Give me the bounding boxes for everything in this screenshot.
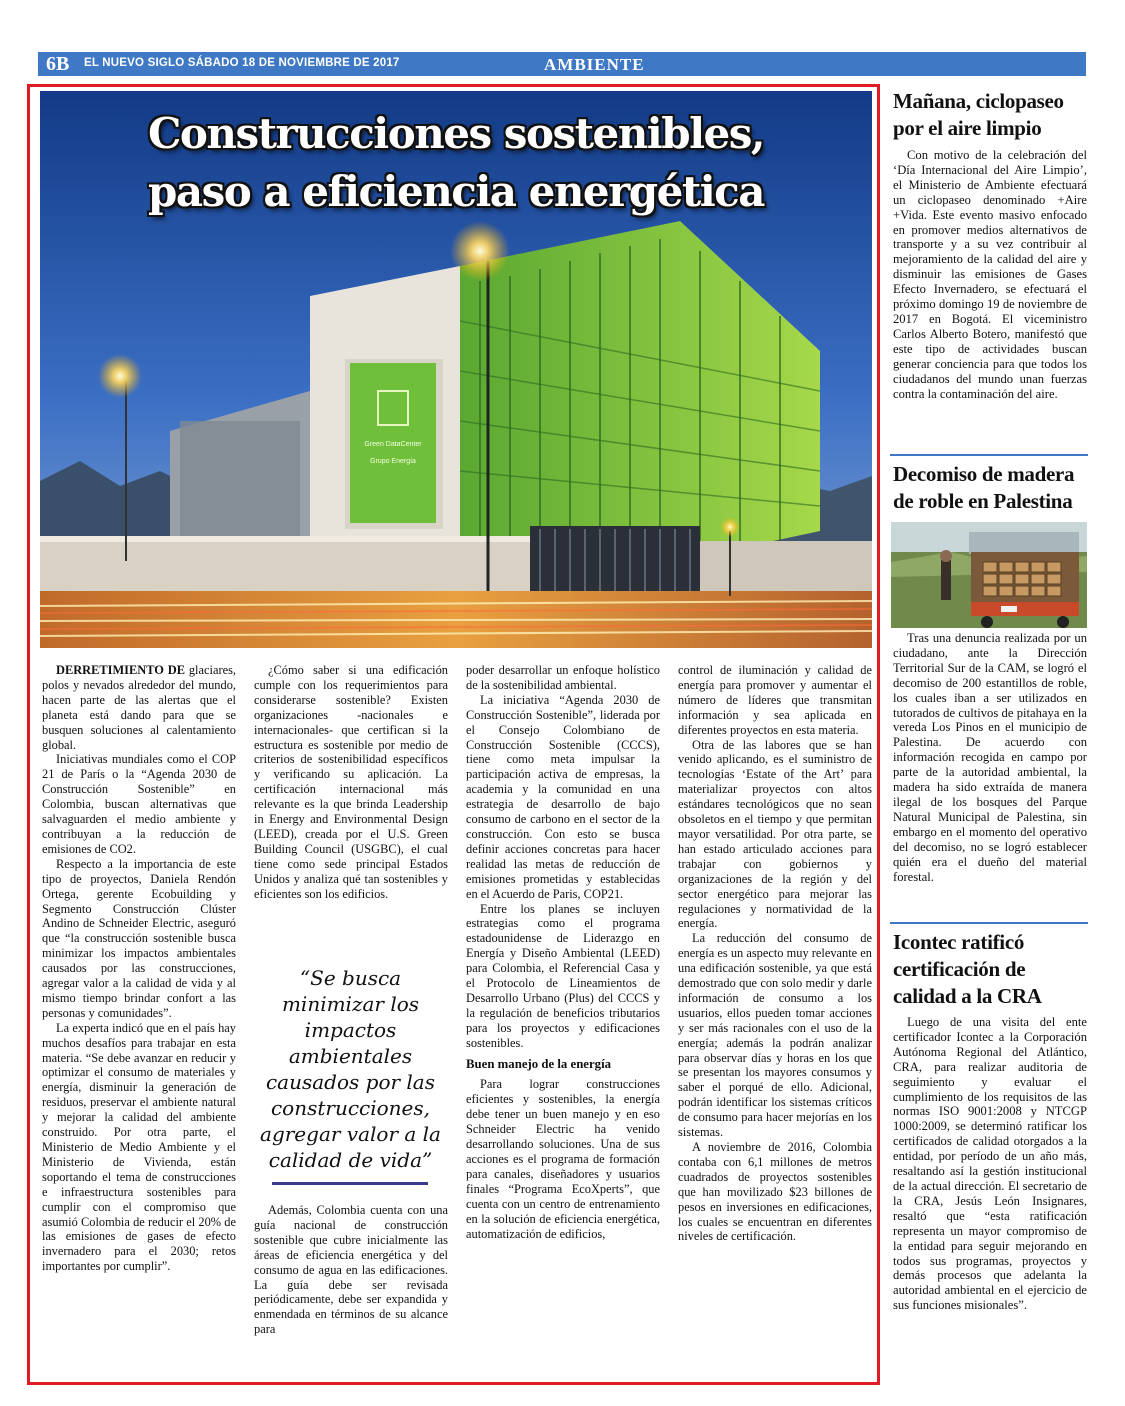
article-paragraph: Iniciativas mundiales como el COP 21 de París o la “Agenda 2030 de Construcción Sostenible” en Colombia, buscan alternativas que salvaguarden el medio ambiente y contribuyan a la reducción de emisiones de CO2. bbox=[42, 752, 236, 856]
article-paragraph: A noviembre de 2016, Colombia contaba con 6,1 millones de metros cuadrados de proyectos sostenibles que han movilizado $23 billones de pesos en inversiones en edificaciones, los cuales se encuentran en diferentes niveles de certificación. bbox=[678, 1140, 872, 1244]
article-paragraph: Entre los planes se incluyen estrategias como el programa estadounidense de Liderazgo en Energía y Diseño Ambiental (LEED) para Colombia, el Referencial Casa y el Protocolo de Lineamientos de Desarrollo Urbano (Plus) del CCCS y la regulación de beneficios tributarios para los proyectos y edificaciones sostenibles. bbox=[466, 901, 660, 1050]
sidebar-divider bbox=[890, 454, 1088, 456]
article-column-4 bbox=[678, 663, 872, 1244]
photo-sign-text: Green DataCenter bbox=[364, 441, 422, 448]
sidebar-story-body: Luego de una visita del ente certificador Icontec a la Corporación Autónoma Regional del Atlántico, CRA, para realizar auditoria de seguimiento y evaluar el cumplimiento de los requisitos de las normas ISO 9001:2008 y NTCGP 1000:2009, se determinó ratificar los certificados de calidad otorgados a la entidad, por período de un año más, resaltando así la gestión institucional de la actual dirección. El secretario de la CRA, Jesús León Insignares, resaltó que “esta ratificación representa un mayor compromiso de la entidad para seguir mejorando en todos sus programas, proyectos y demás procesos que adelanta la autoridad ambiental en el ejercicio de sus funciones misionales”. bbox=[893, 1015, 1087, 1313]
article-paragraph: Para lograr construcciones eficientes y sostenibles, la energía debe tener un buen manejo y en eso Schneider Electric ha venido desarrollando soluciones. Una de sus acciones es el programa de formación para canales, diseñadores y usuarios finales “Programa EcoXperts”, que cuenta con un centro de entrenamiento en la solución de eficiencia energética, automatización de edificios, bbox=[466, 1077, 660, 1241]
sidebar-story-title: Mañana, ciclopaseo por el aire limpio bbox=[893, 89, 1064, 140]
timber-truck-illustration bbox=[891, 522, 1087, 628]
section-name: AMBIENTE bbox=[544, 55, 645, 74]
sidebar-story-3 bbox=[893, 929, 1087, 1313]
article-paragraph: Otra de las labores que se han venido aplicando, es el suministro de tecnologías ‘Estate of the Art’ para materializar proyectos con altos estándares tecnológicos que no sean obsoletos en el tiempo y que permitan mayor versatilidad. Por otra parte, se han estado articulado acciones para trabajar con gobiernos y organizaciones de la región y del sector energético para mejorar las regulaciones y normatividad de la energía. bbox=[678, 737, 872, 931]
article-paragraph: Respecto a la importancia de este tipo de proyectos, Daniela Rendón Ortega, gerente Ecobuilding y Segmento Construcción Clúster Andino de Schneider Electric, aseguró que “la construcción sostenible busca minimizar los impactos ambientales causados por las construcciones, agregar valor a la calidad de vida y al mismo tiempo brindar confort a las personas y comunidades”. bbox=[42, 856, 236, 1020]
article-paragraph: La iniciativa “Agenda 2030 de Construcción Sostenible”, liderada por el Consejo Colombiano de Construcción Sostenible (CCCS), tiene como meta impulsar la participación activa de empresas, la academia y la comunidad en una estrategia de desarrollo de bajo consumo de carbono en el sector de la construcción. Con esto se busca definir acciones concretas para hacer realidad las metas de reducción de emisiones prometidas y establecidas en el Acuerdo de Paris, COP21. bbox=[466, 692, 660, 901]
article-paragraph: control de iluminación y calidad de energía para promover y aumentar el número de líderes que transmitan información y sea aplicada en diferentes proyectos en esta materia. bbox=[678, 663, 872, 737]
headline-line-1: Construcciones sostenibles, bbox=[147, 109, 765, 158]
photo-sign-text-2: Grupo Energía bbox=[370, 458, 416, 465]
article-subhead: Buen manejo de la energía bbox=[466, 1056, 612, 1071]
sidebar-story-body: Con motivo de la celebración del ‘Día Internacional del Aire Limpio’, el Ministerio de Ambiente efectuará un ciclopaseo denominado +Aire +Vida. Este evento masivo enfocado en promover medios alternativos de transporte y a su vez contribuir al mejoramiento de la calidad del aire y disminuir las emisiones de Gases Efecto Invernadero, se efectuará el próximo domingo 19 de noviembre de 2017 en Bogotá. El viceministro Carlos Alberto Botero, manifestó que este tipo de actividades buscan generar conciencia para que todos los ciudadanos del mundo unan fuerzas contra la contaminación del aire. bbox=[893, 148, 1087, 401]
article-paragraph: Además, Colombia cuenta con una guía nacional de construcción sostenible que cubre inicialmente las áreas de eficiencia energética y del consumo de agua en las edificaciones. La guía debe ser revisada periódicamente, debe ser expandida y enmendada en términos de su alcance para bbox=[254, 1203, 448, 1337]
article-paragraph: La experta indicó que en el país hay muchos desafíos para trabajar en esta materia. “Se debe avanzar en reducir y optimizar el consumo de materiales y energía, disminuir la generación de residuos, preservar el ambiente natural y mejorar la calidad del ambiente construido. Por otra parte, el Ministerio de Medio Ambiente y el Ministerio de Vivienda, están soportando el tema de construcciones e infraestructura sostenibles para cumplir con el compromiso que asumió Colombia de reducir el 20% de las emisiones de gases de efecto invernadero para el 2030; retos importantes por cumplir”. bbox=[42, 1020, 236, 1274]
sidebar-story-title: Decomiso de madera de roble en Palestina bbox=[893, 462, 1075, 513]
page-header bbox=[38, 52, 1086, 76]
sidebar-story-1 bbox=[893, 88, 1087, 401]
article-column-2-bottom bbox=[254, 1203, 448, 1337]
article-column-3 bbox=[466, 663, 660, 1241]
sidebar-divider bbox=[890, 922, 1088, 924]
article-paragraph: glaciares, polos y nevados alrededor del mundo, hacen parte de las alertas que el planeta está dando para que se busquen soluciones al calentamiento global. bbox=[42, 663, 236, 752]
newspaper-dateline: EL NUEVO SIGLO SÁBADO 18 DE NOVIEMBRE DE 2017 bbox=[84, 57, 400, 69]
sidebar-story-title: Icontec ratificó certificación de calidad a la CRA bbox=[893, 930, 1042, 1008]
timber-truck-photo bbox=[891, 522, 1087, 628]
article-paragraph: ¿Cómo saber si una edificación cumple con los requerimientos para considerarse sostenible? Existen organizaciones -nacionales e internacionales- que certifican si la estructura es sostenible por medio de criterios de sostenibilidad específicos y verificando su aplicación. La certificación internacional más relevante es la que brinda Leadership in Energy and Environmental Design (LEED), creada por el U.S. Green Building Council (USGBC), el cual tiene como sede principal Estados Unidos y analiza qué tan sostenibles y eficientes son los edificios. bbox=[254, 663, 448, 901]
page-number: 6B bbox=[46, 53, 70, 75]
sidebar-story-2 bbox=[893, 461, 1087, 515]
article-column-1 bbox=[42, 663, 236, 1274]
pull-quote-rule bbox=[272, 1182, 428, 1185]
sidebar-story-2-body-wrap bbox=[893, 631, 1087, 884]
pull-quote: “Se busca minimizar los impactos ambientales causados por las construcciones, agregar valor a la calidad de vida” bbox=[260, 966, 441, 1172]
article-paragraph: La reducción del consumo de energía es un aspecto muy relevante en una edificación sostenible, ya que está demostrado que con solo medir y darle información de consumo a los usuarios, ellos pueden tomar acciones y ser más racionales con el uso de la energía; además la podrán analizar para observar días y horas en los que se presentan los mayores consumos y saber el porqué de ello. Adicional, podrán identificar los sistemas críticos de consumo para hacer mejorías en los sistemas. bbox=[678, 931, 872, 1140]
article-lead-in: DERRETIMIENTO DE bbox=[56, 663, 185, 677]
article-column-2-top bbox=[254, 663, 448, 902]
sidebar-story-body: Tras una denuncia realizada por un ciudadano, ante la Dirección Territorial Sur de la CAM, se logró el decomiso de 200 estantillos de roble, los cuales iban a ser utilizados en tutorados de cultivos de pitahaya en la vereda Los Pinos en el municipio de Palestina. De acuerdo con información recogida en campo por parte de la autoridad ambiental, la madera ha sido extraída de manera ilegal de los bosques del Parque Natural Municipal de Palestina, sin embargo en el momento del operativo del decomiso, no se logró establecer quién era el dueño del material forestal. bbox=[893, 631, 1087, 884]
headline-line-2: paso a eficiencia energética bbox=[148, 167, 764, 216]
article-paragraph: poder desarrollar un enfoque holístico de la sostenibilidad ambiental. bbox=[466, 663, 660, 692]
